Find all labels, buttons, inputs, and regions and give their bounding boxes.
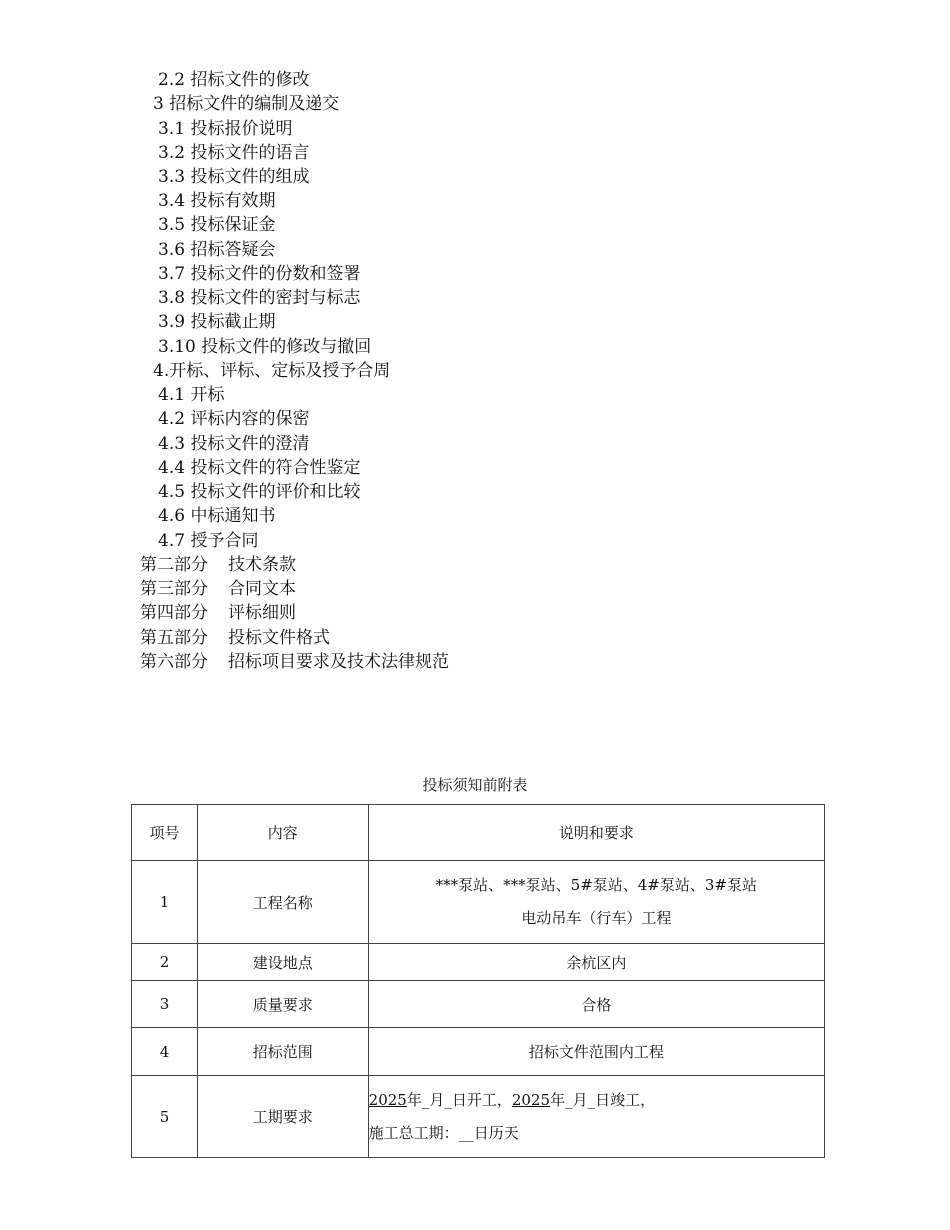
table-row [132,1076,825,1158]
toc-part [140,627,330,649]
schedule-line [369,1084,818,1117]
total-unit: 日历天 [473,1123,519,1142]
row-item: 建设地点 [197,944,368,981]
row-item: 招标范围 [197,1028,368,1076]
toc-line: 4.1 开标 [158,385,225,405]
toc-line: 3.1 投标报价说明 [158,119,293,139]
part-label: 第五部分 [140,628,208,648]
part-title: 投标文件格式 [228,628,330,648]
header-cell-desc: 说明和要求 [368,805,824,861]
toc-part [140,651,449,673]
desc-line: ***泵站、***泵站、5#泵站、4#泵站、3#泵站 [435,876,757,894]
toc-line: 4.开标、评标、定标及授予合周 [153,361,391,381]
toc-line: 4.4 投标文件的符合性鉴定 [158,458,361,478]
row-item: 质量要求 [197,981,368,1028]
toc-line: 3.5 投标保证金 [158,215,276,235]
end-text: 年_月_日竣工， [550,1090,656,1109]
row-desc: 合格 [368,981,824,1028]
start-year: 2025 [368,1090,407,1109]
table-title: 投标须知前附表 [422,776,528,794]
row-item: 工程名称 [197,861,368,944]
toc-line: 3.2 投标文件的语言 [158,143,310,163]
toc-line: 4.3 投标文件的澄清 [158,434,310,454]
toc-line: 3.8 投标文件的密封与标志 [158,288,361,308]
row-item: 工期要求 [197,1076,368,1158]
row-no: 2 [132,944,198,981]
part-title: 技术条款 [228,555,296,575]
header-cell-no: 项号 [132,805,198,861]
part-label: 第四部分 [140,603,208,623]
row-no: 4 [132,1028,198,1076]
part-label: 第六部分 [140,652,208,672]
row-desc [368,861,824,944]
toc-line: 2.2 招标文件的修改 [158,70,310,90]
table-row [132,861,825,944]
table-row [132,981,825,1028]
table-header-row [132,805,825,861]
row-no: 3 [132,981,198,1028]
row-desc [368,1076,824,1158]
row-no: 5 [132,1076,198,1158]
part-title: 招标项目要求及技术法律规范 [228,652,449,672]
toc-line: 3.4 投标有效期 [158,191,276,211]
row-desc: 招标文件范围内工程 [368,1028,824,1076]
toc-line: 4.7 授予合同 [158,531,259,551]
toc-line: 3.10 投标文件的修改与撤回 [158,337,372,357]
part-title: 评标细则 [228,603,296,623]
end-year: 2025 [511,1090,551,1109]
toc-line: 3 招标文件的编制及递交 [153,94,340,114]
desc-line: 电动吊车（行车）工程 [521,909,672,927]
table-row [132,1028,825,1076]
total-duration-line [369,1117,818,1150]
front-table [131,804,825,1158]
toc-line: 4.2 评标内容的保密 [158,409,310,429]
total-label: 施工总工期： [368,1123,459,1142]
table-row [132,944,825,981]
row-desc: 余杭区内 [368,944,824,981]
total-blank: __ [458,1123,474,1142]
toc-line: 3.7 投标文件的份数和签署 [158,264,361,284]
row-no: 1 [132,861,198,944]
toc-line: 3.6 招标答疑会 [158,240,276,260]
toc-part [140,602,296,624]
toc-line: 3.3 投标文件的组成 [158,167,310,187]
header-cell-item: 内容 [197,805,368,861]
start-text: 年_月_日开工， [406,1090,512,1109]
toc-part [140,554,296,576]
part-label: 第二部分 [140,555,208,575]
part-label: 第三部分 [140,579,208,599]
toc-line: 3.9 投标截止期 [158,312,276,332]
toc-line: 4.5 投标文件的评价和比较 [158,482,361,502]
part-title: 合同文本 [228,579,296,599]
toc-part [140,578,296,600]
toc-line: 4.6 中标通知书 [158,506,276,526]
